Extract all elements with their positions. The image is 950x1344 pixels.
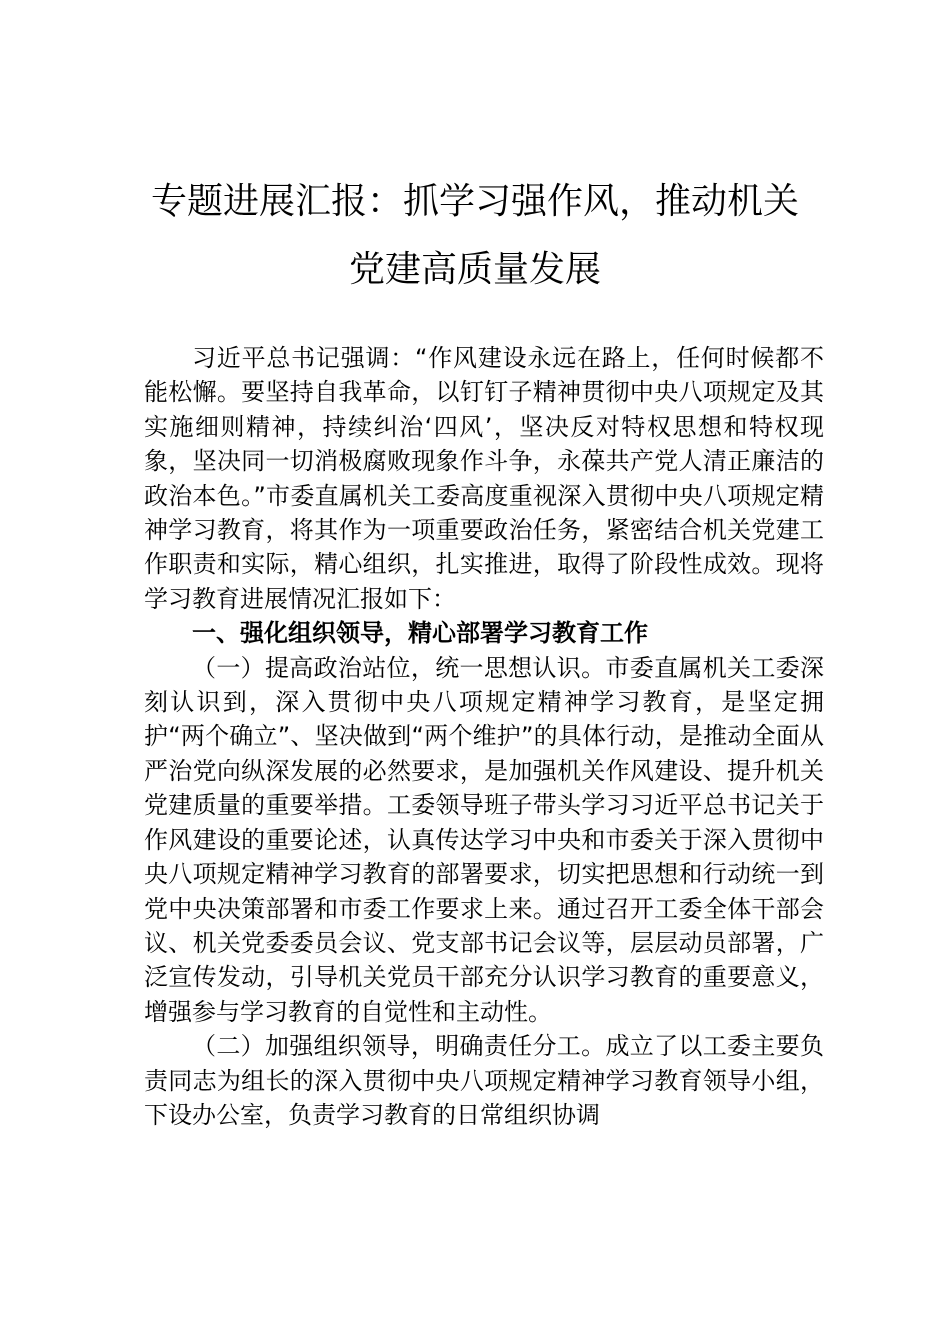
document-title-line-2: 党建高质量发展 (348, 249, 601, 290)
document-body (144, 341, 824, 1132)
document-title-line-1: 专题进展汇报：抓学习强作风，推动机关 (150, 181, 799, 222)
section-heading-1: 一、强化组织领导，精心部署学习教育工作 (192, 619, 648, 648)
subsection-paragraph-1: （一）提高政治站位，统一思想认识。市委直属机关工委深刻认识到，深入贯彻中央八项规定精神学习教育，是坚定拥护“两个确立”、坚决做到“两个维护”的具体行动，是推动全面从严治党向纵深发展的必然要求，是加强机关作风建设、提升机关党建质量的重要举措。工委领导班子带头学习习近平总书记关于作风建设的重要论述，认真传达学习中央和市委关于深入贯彻中央八项规定精神学习教育的部署要求，切实把思想和行动统一到党中央决策部署和市委工作要求上来。通过召开工委全体干部会议、机关党委委员会议、党支部书记会议等，层层动员部署，广泛宣传发动，引导机关党员干部充分认识学习教育的重要意义，增强参与学习教育的自觉性和主动性。 (144, 653, 824, 1026)
intro-paragraph: 习近平总书记强调：“作风建设永远在路上，任何时候都不能松懈。要坚持自我革命，以钉钉子精神贯彻中央八项规定及其实施细则精神，持续纠治‘四风’，坚决反对特权思想和特权现象，坚决同一切消极腐败现象作斗争，永葆共产党人清正廉洁的政治本色。”市委直属机关工委高度重视深入贯彻中央八项规定精神学习教育，将其作为一项重要政治任务，紧密结合机关党建工作职责和实际，精心组织，扎实推进，取得了阶段性成效。现将学习教育进展情况汇报如下： (144, 344, 824, 613)
subsection-paragraph-2: （二）加强组织领导，明确责任分工。成立了以工委主要负责同志为组长的深入贯彻中央八项规定精神学习教育领导小组，下设办公室，负责学习教育的日常组织协调 (144, 1032, 824, 1129)
